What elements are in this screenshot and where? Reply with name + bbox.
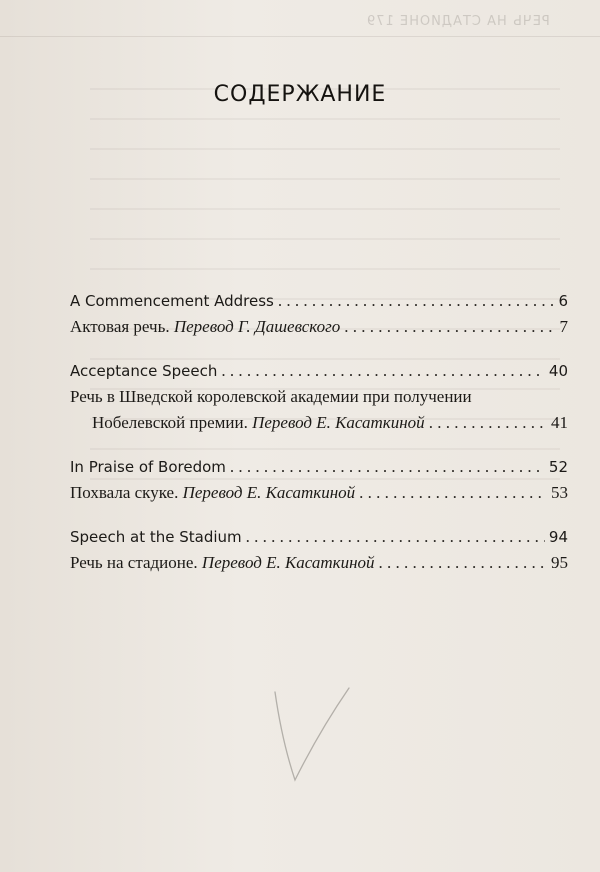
toc-entry-title: Речь на стадионе. Перевод Е. Касаткиной xyxy=(70,553,375,572)
toc-entry-page: 94 xyxy=(548,528,568,546)
toc-entry-title: In Praise of Boredom xyxy=(70,458,226,476)
toc-entry-title: Актовая речь. Перевод Г. Дашевского xyxy=(70,317,341,336)
toc-entry-title-line1: Речь в Шведской королевской академии при получении xyxy=(70,387,472,406)
dot-leader xyxy=(379,550,547,576)
bleed-header-text: РЕЧЬ НА СТАДИОНЕ 179 xyxy=(366,14,550,29)
dot-leader xyxy=(221,358,545,384)
toc-entry-title-line2: Нобелевской премии. Перевод Е. Касаткиной xyxy=(92,413,425,432)
toc-entry-page: 52 xyxy=(548,458,568,476)
toc-entry-translator: Перевод Е. Касаткиной xyxy=(252,413,425,432)
toc-entry[interactable] xyxy=(70,314,568,340)
toc-entry-page: 6 xyxy=(558,292,568,310)
toc-entry[interactable] xyxy=(70,454,568,480)
bleed-through-header xyxy=(0,6,600,37)
toc-entry[interactable] xyxy=(70,480,568,506)
toc-entry[interactable] xyxy=(70,358,568,384)
toc-entry-page: 95 xyxy=(551,553,568,572)
toc-entry-translator: Перевод Е. Касаткиной xyxy=(201,553,375,572)
toc-entry[interactable] xyxy=(70,550,568,576)
toc-entry-page: 7 xyxy=(559,317,568,336)
toc-entry-page: 41 xyxy=(551,413,568,432)
dot-leader xyxy=(429,410,547,436)
pencil-checkmark-icon xyxy=(265,680,355,790)
toc-entry[interactable] xyxy=(70,384,568,436)
toc-entry-translator: Перевод Е. Касаткиной xyxy=(182,483,356,502)
toc-entry-translator: Перевод Г. Дашевского xyxy=(173,317,341,336)
dot-leader xyxy=(278,288,555,314)
toc-entry[interactable] xyxy=(70,524,568,550)
page-title: СОДЕРЖАНИЕ xyxy=(213,82,387,107)
toc-entry-title: A Commencement Address xyxy=(70,292,274,310)
toc-entry-title: Acceptance Speech xyxy=(70,362,218,380)
toc-entry-title: Похвала скуке. Перевод Е. Касаткиной xyxy=(70,483,356,502)
dot-leader xyxy=(230,454,545,480)
dot-leader xyxy=(359,480,547,506)
toc-entry[interactable] xyxy=(70,288,568,314)
dot-leader xyxy=(246,524,545,550)
toc-entry-title: Speech at the Stadium xyxy=(70,528,242,546)
dot-leader xyxy=(344,314,555,340)
toc-entry-page: 40 xyxy=(548,362,568,380)
table-of-contents xyxy=(70,288,568,576)
toc-entry-page: 53 xyxy=(551,483,568,502)
